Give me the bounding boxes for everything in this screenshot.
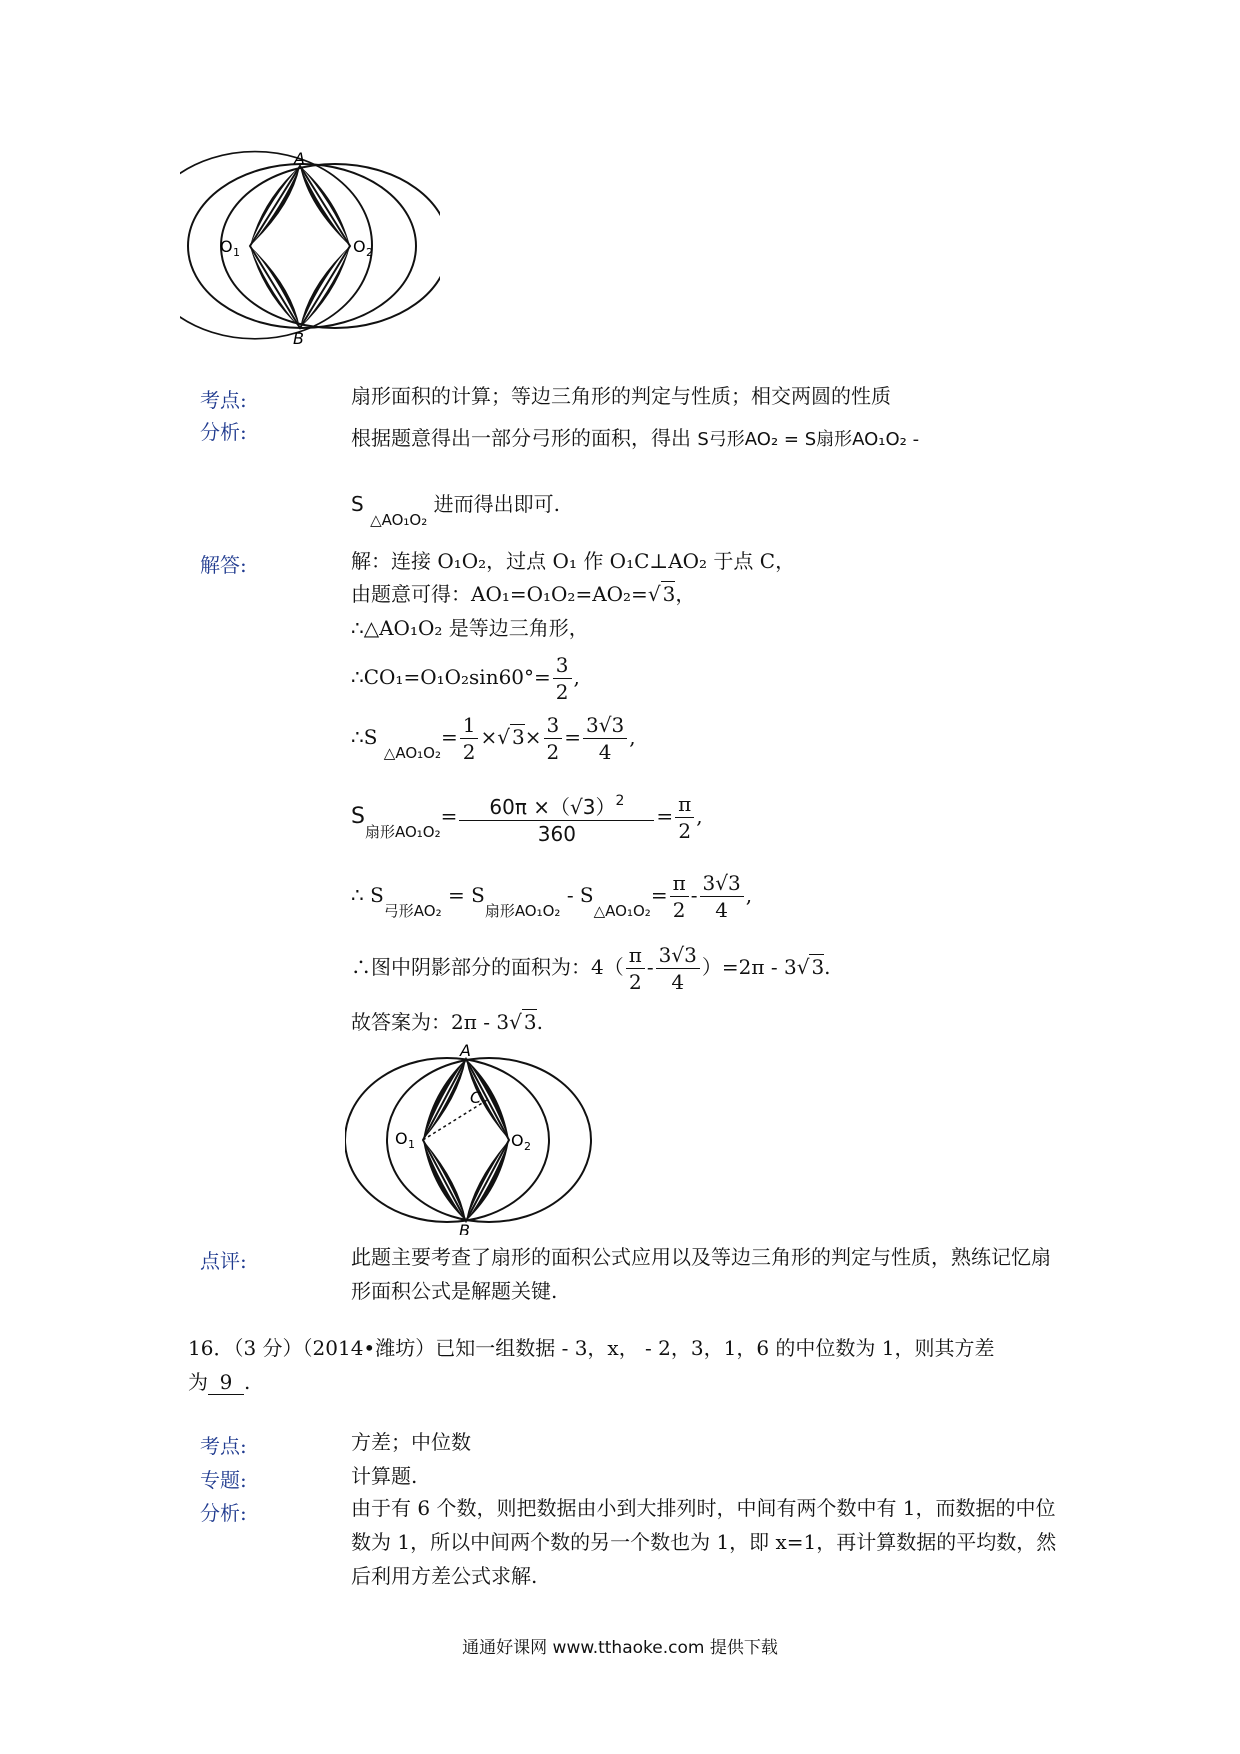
point-c-label-2: C (470, 1088, 482, 1107)
q16-zhuanti-label: 专题: (200, 1468, 247, 1492)
fenxi-line2-s: S (351, 492, 364, 516)
kaodian-label: 考点: (200, 388, 247, 412)
step-5-pre: ∴S (351, 725, 378, 749)
step-2-end: ， (675, 582, 696, 606)
q16-line1: 16．（3 分）（2014•潍坊）已知一组数据 - 3，x， - 2，3，1，6 的中位数为 1，则其方差 (188, 1336, 995, 1360)
q16-zhuanti-text: 计算题. (351, 1464, 418, 1488)
fenxi-formula: S弓形AO₂ = S扇形AO₁O₂ - (697, 429, 920, 450)
dianping-text: 此题主要考查了扇形的面积公式应用以及等边三角形的判定与性质，熟练记忆扇形面积公式是解题关键. (351, 1245, 1051, 1303)
figure-intersecting-circles-1 (180, 150, 440, 345)
point-o1-sub-2: 1 (408, 1138, 415, 1151)
point-b-label: B (293, 329, 304, 345)
q16-kaodian-text: 方差；中位数 (351, 1430, 471, 1454)
step-6-sub: 扇形AO₁O₂ (364, 823, 441, 841)
step-6-pre: S (351, 804, 365, 829)
step-2-text: 由题意可得：AO₁=O₁O₂=AO₂= (351, 582, 648, 606)
point-b-label-2: B (459, 1221, 470, 1235)
point-a-label: A (294, 150, 305, 168)
fenxi-label: 分析: (200, 420, 247, 444)
kaodian-text: 扇形面积的计算；等边三角形的判定与性质；相交两圆的性质 (351, 384, 891, 408)
point-o2-label-2: O (511, 1131, 524, 1150)
point-o2-sub: 2 (366, 246, 373, 259)
step-4 (351, 652, 580, 705)
q16-line2 (188, 1366, 250, 1395)
q16-post: . (244, 1370, 251, 1394)
step-4-frac: $\frac{3}{2}$ (553, 652, 572, 705)
step-3: ∴△AO₁O₂ 是等边三角形， (351, 616, 589, 640)
step-8: ∴图中阴影部分的面积为：4（ $\frac{\pi}{2}$ - $\frac{3√3}{4}$ ）=2π - 3√ 3. (351, 943, 831, 994)
q16-pre: 为 (188, 1370, 208, 1394)
q16-fenxi-text: 由于有 6 个数，则把数据由小到大排列时，中间有两个数中有 1，而数据的中位数为 1，所以中间两个数的另一个数也为 1，即 x=1，再计算数据的平均数，然后利用方差公式求解. (351, 1496, 1057, 1588)
fenxi-line1 (351, 424, 919, 454)
step-7: ∴ $S_{弓形AO_2} = S_{扇形AO_1O_2} - S_{\triangle AO_1O_2}=$ $\frac{\pi}{2}$ - $\frac{3√3}{4}$ , (351, 871, 753, 922)
fenxi-line2-sub: △AO₁O₂ (370, 511, 428, 529)
step-1: 解：连接 O₁O₂，过点 O₁ 作 O₁C⊥AO₂ 于点 C， (351, 549, 796, 573)
point-o1-sub: 1 (233, 246, 240, 259)
point-a-label-2: A (460, 1041, 471, 1060)
step-4-end: , (573, 665, 580, 689)
q16-answer: 9 (208, 1370, 244, 1395)
q16-kaodian-label: 考点: (200, 1434, 247, 1458)
step-2-rad: 3 (662, 582, 676, 606)
fenxi-line2 (351, 490, 560, 534)
step-4-text: ∴CO₁=O₁O₂sin60°= (351, 665, 551, 689)
step-5: ∴S $_{\triangle AO_1O_2}$= $\frac{1}{2}$ ×√ 3× $\frac{3}{2}$ = $\frac{3√3}{4}$ , (351, 713, 636, 764)
point-o1-label-2: O (395, 1129, 408, 1148)
dianping-label: 点评: (200, 1249, 247, 1273)
point-o1-label: O (220, 237, 233, 256)
step-5-sub: △AO₁O₂ (383, 744, 441, 762)
point-o2-sub-2: 2 (524, 1140, 531, 1153)
step-9: 故答案为：2π - 3√ 3. (351, 1010, 543, 1034)
q16-fenxi-label: 分析: (200, 1501, 247, 1525)
fenxi-line2-post: 进而得出即可. (433, 492, 560, 516)
jieda-label: 解答: (200, 553, 247, 577)
step-6: $S_{扇形AO_1O_2}=$ $\frac{60\pi \times(√3)^2}{360}$ = $\frac{\pi}{2}$ , (351, 788, 703, 847)
step-2: 由题意可得：AO₁=O₁O₂=AO₂=√ 3， (351, 582, 696, 606)
fenxi-line1-text: 根据题意得出一部分弓形的面积，得出 (351, 426, 691, 450)
point-o2-label: O (353, 237, 366, 256)
figure-intersecting-circles-2 (345, 1040, 595, 1235)
footer: 通通好课网 www.tthaoke.com 提供下载 (462, 1638, 778, 1658)
